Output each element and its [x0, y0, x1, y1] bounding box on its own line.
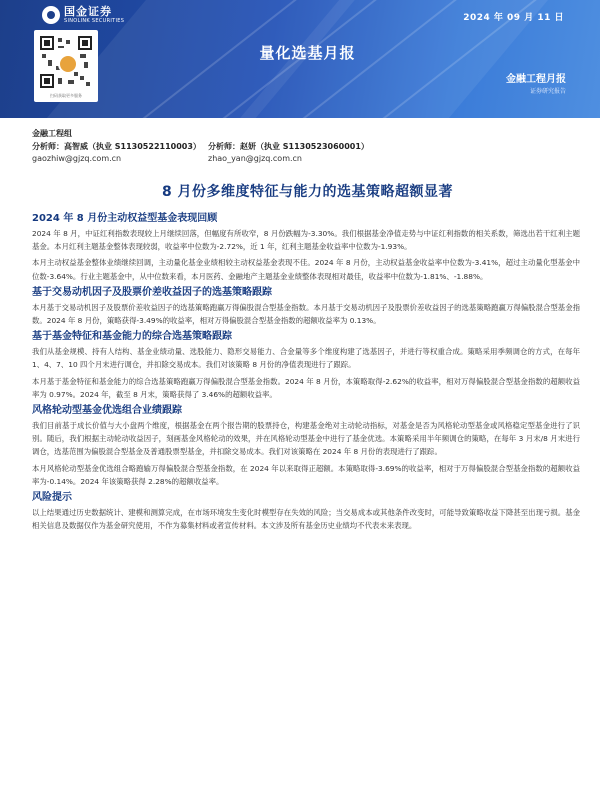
report-date: 2024 年 09 月 11 日 — [463, 13, 564, 23]
research-group: 金融工程组 — [32, 129, 72, 138]
section-heading: 基于基金特征和基金能力的综合选基策略跟踪 — [32, 331, 232, 343]
logo-icon — [42, 6, 60, 24]
department-label: 金融工程月报 — [506, 74, 566, 85]
qr-caption: 扫码获取更多服务 — [50, 93, 82, 98]
analyst-2 — [208, 141, 369, 152]
report-banner — [0, 0, 600, 118]
section-paragraph: 本月基于基金特征和基金能力的综合选基策略跑赢万得偏股混合型基金指数。2024 年 8 月份，本策略取得-2.62%的收益率，相对万得偏股混合型基金指数的超额收益率为 0.97%。2024 年，截至 8 月末，策略获得了 3.46%的超额收益率。 — [32, 376, 580, 399]
section-paragraph: 以上结果通过历史数据统计、建模和测算完成，在市场环境发生变化时模型存在失效的风险；当交易成本或其他条件改变时，可能导致策略收益下降甚至出现亏损。基金相关信息及数据仅作为基金研究使用，不作为募集材料或者宣传材料。本文涉及所有基金历史业绩均不代表未来表现。 — [32, 508, 580, 531]
section-risk — [32, 491, 580, 532]
section-heading: 2024 年 8 月份主动权益型基金表现回顾 — [32, 213, 218, 224]
report-type-title: 量化选基月报 — [259, 44, 356, 62]
logo-name-cn: 国金证券 — [64, 5, 112, 18]
qr-code — [34, 30, 98, 102]
company-logo — [42, 6, 124, 24]
section-paragraph: 我们从基金规模、持有人结构、基金业绩动量、选股能力、隐形交易能力、合金量等多个维度构建了选基因子，并进行等权重合成。策略采用季频调仓的方式，在每年 1、4、7、10 四个月末进行调仓，并扣除交易成本。我们对该策略 8 月份的净值表现进行了跟踪。 — [32, 347, 580, 370]
analyst-1 — [32, 141, 201, 152]
section-style-rotation — [32, 404, 580, 488]
analyst-1-email[interactable]: gaozhiw@gjzq.com.cn — [32, 154, 122, 163]
section-paragraph: 本月基于交易动机因子及股票价差收益因子的选基策略跑赢万得偏股混合型基金指数。本月基于交易动机因子及股票价差收益因子的选基策略跑赢万得偏股混合型基金指数。2024 年 8 月份，策略获得-3.49%的收益率，相对万得偏股混合型基金指数的超额收益率为 0.13%。 — [32, 302, 580, 326]
section-paragraph: 2024 年 8 月，中证红利指数表现较上月继续回落，但幅度有所收窄，8 月份跌幅为-3.30%。我们根据基金净值走势与中证红利指数的相关系数，筛选出若干红利主题基金。本月红利主题基金整体表现较弱，收益率中位数为-2.72%，近 1 年，红利主题基金收益率中位数为-1.93%。 — [32, 229, 580, 252]
report-title: 8 月份多维度特征与能力的选基策略超额显著 — [161, 184, 454, 200]
analyst-2-email[interactable]: zhao_yan@gjzq.com.cn — [208, 154, 302, 163]
logo-name-en: SINOLINK SECURITIES — [64, 18, 125, 24]
section-composite — [32, 330, 580, 401]
category-label: 证券研究报告 — [529, 88, 566, 95]
section-heading: 风格轮动型基金优选组合业绩跟踪 — [32, 405, 182, 417]
analyst-name: 高智威 — [64, 142, 88, 151]
analyst-label: 分析师： — [208, 142, 240, 151]
section-review — [32, 212, 580, 283]
analyst-name: 赵妍 — [240, 142, 256, 151]
analyst-cert: （执业 S1130522110003） — [88, 142, 201, 151]
section-trading-motive — [32, 286, 580, 327]
section-paragraph: 本月风格轮动型基金优选组合略跑输万得偏股混合型基金指数，在 2024 年以来取得正超额。本策略取得-3.69%的收益率，相对于万得偏股混合型基金指数的超额收益率为-0.14%。2024 年该策略获得 2.28%的超额收益率。 — [32, 463, 580, 486]
section-heading: 风险提示 — [32, 492, 72, 504]
section-paragraph: 我们目前基于成长价值与大小盘两个维度，根据基金在两个报告期的股票持仓，构建基金绝对主动轮动指标，对基金是否为风格轮动型基金或风格稳定型基金进行了识别。随后，我们根据主动轮动收益因子，刻画基金风格轮动的效果，并在风格轮动型基金中进行了基金优选。本策略采用半年频调仓的策略，在每年 3 月末/8 月末进行调仓，选基范围为偏股混合型基金及普通股票型基金，并扣除交易成本。我们对该策略在 2024 年 8 月份的表现进行了跟踪。 — [32, 421, 580, 457]
analyst-cert: （执业 S1130523060001） — [256, 142, 369, 151]
analyst-label: 分析师： — [32, 142, 64, 151]
section-paragraph: 本月主动权益基金整体业绩继续回调，主动量化基金业绩相较主动权益基金表现不佳。2024 年 8 月份，主动权益基金收益率中位数为-3.41%，超过主动量化型基金中位数-3.64%。行业主题基金中，从中位数来看，本月医药、金融地产主题基金业绩整体表现相对最佳，收益率中位数为-1.81%、-1.88%。 — [32, 258, 580, 281]
section-heading: 基于交易动机因子及股票价差收益因子的选基策略跟踪 — [32, 286, 272, 298]
report-body — [32, 212, 580, 535]
